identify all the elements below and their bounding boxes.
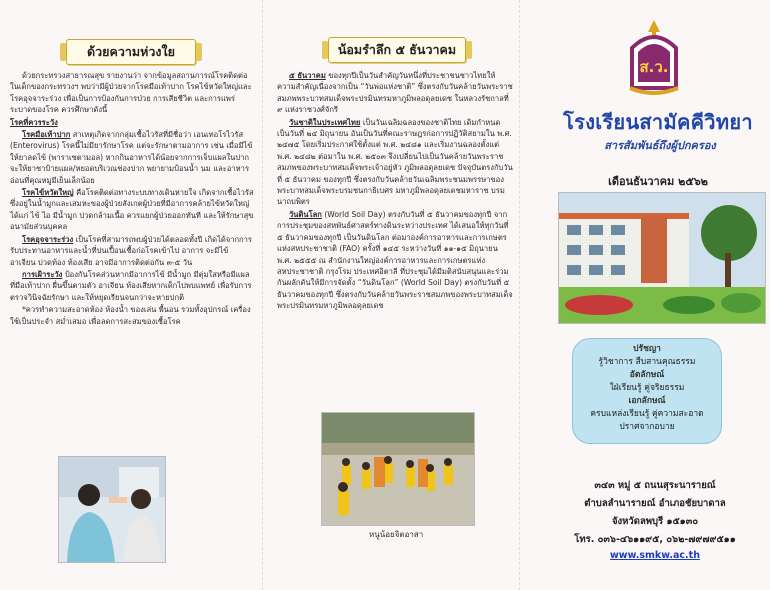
school-name: โรงเรียนสามัคคีวิทยา [563, 110, 753, 134]
hfmd-title: โรคมือเท้าปาก [22, 130, 71, 140]
photo-volunteers [321, 412, 475, 526]
national-day-text: เป็นวันเฉลิมฉลองของชาติไทย เดิมกำหนดเป็นวันที่ ๒๔ มิถุนายน อันเป็นวันที่คณะราษฎรก่อการปฏิวัติสยามใน พ.ศ. ๒๔๗๕ โดยเริ่มประกาศใช้ตั้งแต่ พ.ศ. ๒๔๘๑ และเริ่มงานฉลองตั้งแต่ พ.ศ. ๒๔๘๒ ต่อมาใน พ.ศ. ๒๕๐๓ จึงเปลี่ยนไปเป็นวันคล้ายวันพระราชสมภพของพระบาทสมเด็จพระเจ้าอยู่หัว ภูมิพลอดุลยเดช ปัจจุบันตรงกับวันที่ ๕ ธันวาคม ของทุกปี ซึ่งตรงกับวันคล้ายวันเฉลิมพระชนมพรรษาของพระบาทสมเด็จพระบรมชนกาธิเบศร มหาภูมิพลอดุลยเดชมหาราช บรมนาถบพิตร [277, 117, 513, 207]
banner-concern: ด้วยความห่วงใย [66, 39, 196, 65]
website-row [540, 550, 770, 561]
panel-december [262, 0, 520, 590]
flu-title: โรคไข้หวัดใหญ่ [22, 188, 74, 198]
photo-school-building [558, 192, 766, 324]
school-logo-icon [622, 18, 686, 98]
intro-text: ด้วยกระทรวงสาธารณสุข รายงานว่า จากข้อมูลสถานการณ์โรคติดต่อในเด็กของกระทรวงฯ พบว่ามีผู้ป่วยจากโรคมือเท้าปาก โรคไข้หวัดใหญ่และโรคอุจจาระร่วง เพื่อเป็นการป้องกันการป่วย การเสียชีวิต และการแพร่ระบาดของโรค ควรศึกษาดังนี้ [10, 71, 252, 115]
hfmd-text: สาเหตุเกิดจากกลุ่มเชื้อไวรัสที่มีชื่อว่า เอนเทอโรไวรัส (Enterovirus) โรคนี้ไม่มียารักษาโรค แต่จะรักษาตามอาการ เช่น เมื่อมีไข้ ให้ยาลดไข้ (พาราเซตามอล) หากกินอาหารได้น้อยจากการเจ็บแผลในปาก จะให้ยาชาป้ายแผล/หยอดบริเวณช่องปาก พยายามป้อนน้ำ นม และอาหารอ่อนที่คุณหมูมีเย็นเล็กน้อย [10, 130, 253, 185]
newsletter-subtitle: สารสัมพันธ์ถึงผู้ปกครอง [604, 139, 716, 152]
issue-month: เดือนธันวาคม ๒๕๖๒ [608, 175, 708, 188]
banner-december: น้อมรำลึก ๕ ธันวาคม [328, 37, 466, 63]
father-day-paragraph [277, 70, 513, 116]
address-line-1: ๓๔๓ หมู่ ๕ ถนนสุระนารายณ์ [594, 480, 716, 491]
diarrhea-title: โรคอุจจาระร่วง [22, 234, 74, 244]
national-day-title: วันชาติในประเทศไทย [289, 117, 361, 127]
soil-day-title: วันดินโลก [289, 209, 322, 219]
identity-label: อัตลักษณ์ [629, 370, 665, 380]
identity-value: ใฝ่เรียนรู้ คู่จริยธรรม [609, 383, 685, 393]
flu-text: คือโรคติดต่อทางระบบทางเดินหายใจ เกิดจากเชื้อไวรัส ซึ่งอยู่ในน้ำมูกและเสมหะของผู้ป่วยสังเกตผู้ป่วยที่มีอาการคล้ายไข้หวัดใหญ่ ได้แก่ ไข้ ไอ มีน้ำมูก ปวดกล้ามเนื้อ ควรแยกผู้ป่วยออกทันที และให้รักษาสุขอนามัยส่วนบุคคล [10, 188, 254, 232]
december-article [277, 70, 513, 313]
school-motto-box [572, 338, 722, 444]
hfmd-paragraph [10, 129, 254, 186]
philosophy-value: รู้วิชาการ สืบสานคุณธรรม [598, 357, 696, 367]
father-day-text: ของทุกปีเป็นวันสำคัญวันหนึ่งที่ประชาชนชาวไทยให้ความสำคัญเนื่องจากเป็น “วันพ่อแห่งชาติ” ซึ่งตรงกับวันคล้ายวันพระราชสมภพพระบาทสมเด็จพระปรมินทรมหาภูมิพลอดุลยเดช ในหลวงรัชกาลที่ ๙ แห่งราชวงศ์จักรี [277, 71, 513, 115]
phone-number: โทร. ๐๓๖-๔๖๑๑๙๕, ๐๖๒-๗๙๗๙๕๑๑ [574, 534, 736, 545]
soil-day-text: (World Soil Day) ตรงกับวันที่ ๕ ธันวาคมของทุกปี จากการประชุมของสหพันธ์ศาสตร์ทางดินระหว่างประเทศ ได้เสนอให้ทุกวันที่ ๕ ธันวาคมของทุกปี เป็นวันดินโลก ต่อมาองค์การอาหารและการเกษตรแห่งสหประชาชาติ (FAO) ครั้งที่ ๑๔๕ ระหว่างวันที่ ๑๑-๑๕ มิถุนายน พ.ศ. ๒๕๕๕ ณ สำนักงานใหญ่องค์การอาหารและการเกษตรแห่งสหประชาชาติ กรุงโรม ประเทศอิตาลี ที่ประชุมได้มีมติสนับสนุนและร่วมกันผลักดันให้มีการจัดตั้ง “วันดินโลก” (World Soil Day) ตรงกับวันที่ ๕ ธันวาคมของทุกปี ซึ่งตรงกับวันคล้ายวันพระราชสมภพของพระบาทสมเด็จพระปรมินทรมหาภูมิพลอดุลยเดช [277, 209, 513, 311]
prevent-title: การเฝ้าระวัง [22, 269, 63, 279]
note-text: *ควรทำความสะอาดห้อง ห้องน้ำ ของเล่น พื้นอน รวมทั้งอุปกรณ์ เครื่องใช้เป็นประจำ สม่ำเสมอ เพื่อลดการสะสมของเชื้อโรค [10, 305, 251, 326]
diarrhea-paragraph [10, 234, 254, 268]
uniqueness-label: เอกลักษณ์ [628, 396, 666, 406]
photo-health-check [58, 456, 166, 563]
address-line-3: จังหวัดลพบุรี ๑๕๑๓๐ [611, 516, 699, 527]
father-day-title: ๕ ธันวาคม [289, 71, 326, 80]
website-link[interactable]: www.smkw.ac.th [610, 550, 700, 561]
philosophy-label: ปรัชญา [633, 344, 661, 354]
photo-caption: หนูน้อยจิตอาสา [369, 530, 424, 539]
national-day-paragraph [277, 117, 513, 208]
diarrhea-text: เป็นโรคที่สามารถพบผู้ป่วยได้ตลอดทั้งปี เกิดได้จากการรับประทานอาหารและน้ำที่ปนเปื้อนเชื้อก่อโรคเข้าไป อาการ จะมีไข้ อาเจียน ปวดท้อง ท้องเสีย อาจมีอาการติดต่อกัน ๓-๕ วัน [10, 234, 253, 267]
prevent-paragraph [10, 269, 254, 303]
prevent-text: ป้องกันโรคส่วนหากมีอาการไข้ มีน้ำมูก มีตุ่มใสหรือมีแผลที่มือเท้าปาก ผื่นขึ้นตามตัว อาเจียน ท้องเสียหากเด็กไปพบแพทย์ เพื่อรับการตรวจวินิจฉัยรักษา และให้หยุดเรียนจนกว่าจะหายปกติ [10, 269, 252, 302]
logo-text: ส.ว. [639, 58, 669, 76]
heading-diseases: โรคที่ควรระวัง [10, 117, 58, 127]
address-line-2: ตำบลลำนารายณ์ อำเภอชัยบาดาล [584, 498, 726, 509]
flu-paragraph [10, 187, 254, 233]
soil-day-paragraph [277, 209, 513, 312]
panel-health-news [0, 0, 262, 590]
uniqueness-value: ครบแหล่งเรียนรู้ คู่ความสะอาด ปราศจากอบาย [590, 409, 704, 432]
health-article [10, 70, 254, 328]
